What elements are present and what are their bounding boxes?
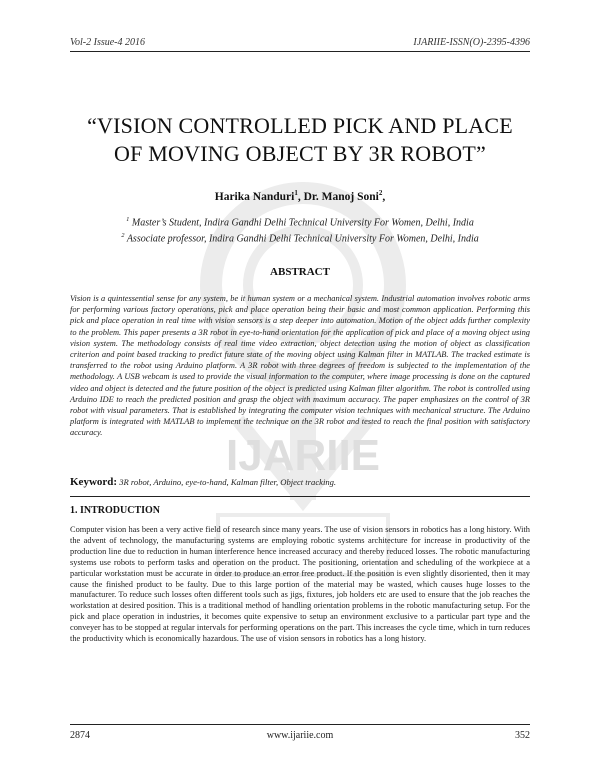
affiliation-1-text: Master’s Student, Indira Gandhi Delhi Technical University For Women, Delhi, India <box>129 217 474 229</box>
header-volume: Vol-2 Issue-4 2016 <box>70 37 145 48</box>
keyword-text: 3R robot, Arduino, eye-to-hand, Kalman filter, Object tracking. <box>117 477 337 487</box>
header-issn: IJARIIE-ISSN(O)-2395-4396 <box>413 37 530 48</box>
introduction-text: Computer vision has been a very active field of research since many years. The use of vision sensors in robotics has a long history. With the advent of technology, the manufacturing systems are employing robotic systems architecture for increase in productivity of the production line due to reduction in human interference hence increased accuracy and thereby reduced losses. The robotic manufacturing systems use robots to perform tasks and operation on the product. The positioning, orientation and scheduling of the workpiece at a particular workstation must be accurate in order to produce an error free product. If the position is even slightly disoriented, then it may cause the finished product to be faulty. Due to this large portion of the material may be wasted, which causes huge losses to the manufacturer. To reduce such losses often different tools such as jigs, fixtures, job holders etc are used to ensure that the job reaches the workstation at desired position. This is a traditional method of handling orientation problems in the robotic manufacturing setup. For the pick and place operation in industries, it becomes quite expensive to setup an environment exclusive to a particular part type and the conveyer has to be stopped at regular intervals for performing operations on the part. This increases the cycle time, which in turn reduces the productivity which is economically hazardous. The use of vision sensors in robotics has a long history. <box>70 525 530 644</box>
authors <box>60 189 540 203</box>
watermark-text: IJARIIE <box>225 431 381 480</box>
header-divider <box>70 51 530 52</box>
affiliation-2 <box>60 229 540 245</box>
abstract-text: Vision is a quintessential sense for any system, be it human system or a mechanical system. Industrial automation involves robotic arms for performing various factory operations, pick and place operation being their basic and most common application. Performing this pick and place operation in real time with vision sensors is a step deeper into automation. Motion of the object adds further complexity to the problem. This paper presents a 3R robot in eye-to-hand orientation for the application of pick and place of a moving object using vision system. The methodology consists of real time video extraction, object detection using the motion of object as classification criterion and point based tracking to predict future state of the moving object using Kalman filter in MATLAB. The tracked estimate is transferred to the robot using Arduino platform. A 3R robot with three degrees of freedom is subjected to the implementation of the methodology. A USB webcam is used to provide the visual information to the computer, where image processing is done on the captured video and object is detected and the future position of the object is predicted using Kalman filter algorithm. The robot is controlled using Arduino IDE to reach the predicted position and grasp the object with maximum accuracy. The paper emphasizes on the control of 3R robot with visual parameters. That is established by integrating the computer vision techniques with mechanical structure. The Arduino platform is integrated with MATLAB to implement the technique on the 3R robot and tested to reach the final position with satisfactory accuracy. <box>70 294 530 438</box>
author-separator: , <box>297 190 304 203</box>
section-heading-introduction: 1. INTRODUCTION <box>70 505 161 516</box>
footer-page-total: 2874 <box>70 730 90 741</box>
affiliation-1 <box>60 213 540 229</box>
affiliation-2-sup: 2 <box>121 232 125 240</box>
author-2-name: Dr. Manoj Soni <box>303 190 379 203</box>
author-1-sup: 1 <box>294 189 298 197</box>
affiliations <box>60 213 540 246</box>
footer-divider <box>70 724 530 725</box>
paper-title <box>60 112 540 168</box>
author-2-sup: 2 <box>378 189 383 197</box>
author-trail: , <box>382 190 386 203</box>
keywords <box>70 476 530 488</box>
title-line-2: OF MOVING OBJECT BY 3R ROBOT” <box>114 141 486 166</box>
title-line-1: “VISION CONTROLLED PICK AND PLACE <box>87 113 513 138</box>
footer-website: www.ijariie.com <box>266 730 334 741</box>
abstract-heading: ABSTRACT <box>270 266 330 278</box>
affiliation-1-sup: 1 <box>126 216 130 223</box>
footer-page-number: 352 <box>515 730 530 741</box>
keyword-divider <box>70 496 530 497</box>
keyword-label: Keyword: <box>70 476 118 488</box>
affiliation-2-text: Associate professor, Indira Gandhi Delhi Technical University For Women, Delhi, India <box>124 233 479 245</box>
author-1-name: Harika Nanduri <box>214 190 295 203</box>
